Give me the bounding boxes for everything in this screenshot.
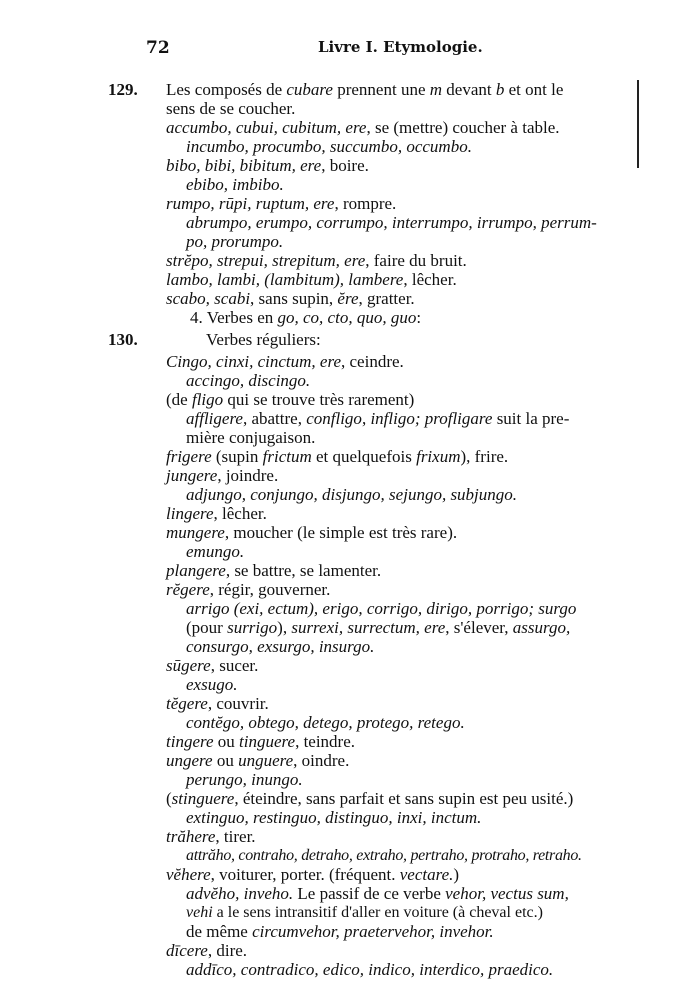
text-line: ebibo, imbibo. <box>186 175 284 194</box>
text-line: advĕho, inveho. Le passif de ce verbe vehor, vectus sum, <box>186 884 569 903</box>
text-line: accingo, discingo. <box>186 371 311 390</box>
text-line: arrigo (exi, ectum), erigo, corrigo, dirigo, porrigo; surgo <box>186 599 577 618</box>
text-line: lambo, lambi, (lambitum), lambere, lêcher. <box>166 270 457 289</box>
text-line: rĕgere, régir, gouverner. <box>166 580 331 599</box>
page-number: 72 <box>146 38 170 58</box>
running-title: Livre I. Etymologie. <box>318 38 483 56</box>
text-line: rumpo, rūpi, ruptum, ere, rompre. <box>166 194 397 213</box>
text-line: adjungo, conjungo, disjungo, sejungo, subjungo. <box>186 485 518 504</box>
text-line: frigere (supin frictum et quelquefois frixum), frire. <box>166 447 509 466</box>
text-line: tĕgere, couvrir. <box>166 694 269 713</box>
text-line: jungere, joindre. <box>166 466 279 485</box>
text-line: Les composés de cubare prennent une m devant b et ont le <box>166 80 564 99</box>
margin-rule <box>637 80 639 168</box>
text-line: sūgere, sucer. <box>166 656 259 675</box>
text-line: emungo. <box>186 542 245 561</box>
text-line: trăhere, tirer. <box>166 827 256 846</box>
text-line: sens de se coucher. <box>166 99 296 118</box>
section-heading: 4. Verbes en go, co, cto, quo, guo: <box>190 308 422 327</box>
text-line: de même circumvehor, praetervehor, invehor. <box>186 922 494 941</box>
text-line: dīcere, dire. <box>166 941 248 960</box>
text-line: (pour surrigo), surrexi, surrectum, ere, s'élever, assurgo, <box>186 618 571 637</box>
text-line: vehi a le sens intransitif d'aller en voiture (à cheval etc.) <box>186 904 543 921</box>
text-line: Cingo, cinxi, cinctum, ere, ceindre. <box>166 352 404 371</box>
text-line: mungere, moucher (le simple est très rare). <box>166 523 458 542</box>
paragraph-number-130: 130. <box>108 330 138 349</box>
text-line: extinguo, restinguo, distinguo, inxi, inctum. <box>186 808 482 827</box>
text-line: po, prorumpo. <box>186 232 284 251</box>
paragraph-number-129: 129. <box>108 80 138 99</box>
text-line: (de fligo qui se trouve très rarement) <box>166 390 415 409</box>
text-line: exsugo. <box>186 675 238 694</box>
text-line: (stinguere, éteindre, sans parfait et sans supin est peu usité.) <box>166 789 574 808</box>
text-line: strĕpo, strepui, strepitum, ere, faire du bruit. <box>166 251 467 270</box>
text-line: mière conjugaison. <box>186 428 316 447</box>
text-line: ungere ou unguere, oindre. <box>166 751 350 770</box>
text-line: affligere, abattre, confligo, infligo; profligare suit la pre- <box>186 409 570 428</box>
text-line: vĕhere, voiturer, porter. (fréquent. vectare.) <box>166 865 460 884</box>
text-line: bibo, bibi, bibitum, ere, boire. <box>166 156 369 175</box>
text-line: tingere ou tinguere, teindre. <box>166 732 356 751</box>
text-line: incumbo, procumbo, succumbo, occumbo. <box>186 137 472 156</box>
text-line: accumbo, cubui, cubitum, ere, se (mettre) coucher à table. <box>166 118 560 137</box>
text-line: Verbes réguliers: <box>206 330 321 349</box>
text-line: consurgo, exsurgo, insurgo. <box>186 637 375 656</box>
text-line: lingere, lêcher. <box>166 504 267 523</box>
text-line: contĕgo, obtego, detego, protego, retego. <box>186 713 465 732</box>
text-line: abrumpo, erumpo, corrumpo, interrumpo, irrumpo, perrum- <box>186 213 597 232</box>
text-line: addīco, contradico, edico, indico, interdico, praedico. <box>186 960 554 979</box>
text-line: scabo, scabi, sans supin, ĕre, gratter. <box>166 289 415 308</box>
text-line: plangere, se battre, se lamenter. <box>166 561 382 580</box>
text-line: attrăho, contraho, detraho, extraho, pertraho, protraho, retraho. <box>186 847 582 864</box>
text-line: perungo, inungo. <box>186 770 303 789</box>
